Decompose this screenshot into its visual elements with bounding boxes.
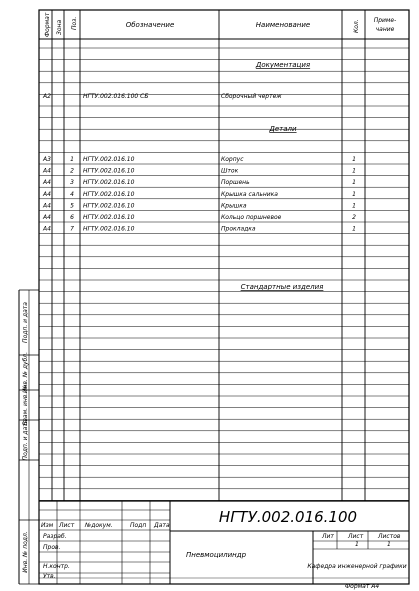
part-row-position: 6	[70, 214, 74, 221]
part-row-qty: 2	[352, 214, 356, 221]
part-row-designation: НГТУ.002.016.10	[83, 167, 135, 175]
side-strip-label: Взам. инв. №	[22, 384, 29, 426]
header-name: Наименование	[255, 21, 311, 29]
tb-organization: Кафедра инженерной графики	[307, 563, 407, 570]
tb-sheet: Лист	[348, 533, 364, 540]
tb-role-develop: Разраб.	[43, 533, 67, 540]
part-row-qty: 1	[352, 225, 356, 233]
part-row-qty: 1	[352, 179, 356, 187]
tb-col-list: Лист	[59, 522, 75, 529]
doc-row-format: A2	[43, 93, 51, 100]
part-row-name: Поршень	[221, 179, 250, 187]
part-row-format: A4	[43, 214, 51, 221]
part-row-name: Корпус	[221, 156, 244, 163]
part-row-position: 1	[70, 156, 74, 163]
tb-col-docnum: №докум.	[85, 522, 113, 529]
part-row-format: A4	[43, 190, 51, 198]
tb-sheet-value: 1	[355, 541, 359, 548]
part-row-position: 7	[70, 225, 74, 233]
part-row-qty: 1	[352, 190, 356, 198]
part-row-format: A4	[43, 179, 51, 187]
part-row-name: Крышка	[221, 202, 247, 210]
part-row-qty: 1	[352, 202, 356, 210]
part-row-qty: 1	[352, 167, 356, 175]
section-documentation: Документация	[255, 61, 311, 69]
part-row-position: 4	[70, 190, 74, 198]
part-row-format: A4	[43, 167, 51, 175]
part-row-designation: НГТУ.002.016.10	[83, 156, 135, 163]
header-zone: Зона	[56, 19, 63, 35]
side-strip-label: Подп. и дата	[22, 302, 29, 343]
part-row-name: Шток	[221, 167, 239, 175]
part-row-designation: НГТУ.002.016.10	[83, 214, 135, 221]
part-row-format: A4	[43, 202, 51, 210]
header-qty: Кол.	[353, 19, 360, 33]
part-row-format: A4	[43, 225, 51, 233]
header-pos: Поз.	[71, 16, 78, 30]
part-row-name: Крышка сальника	[221, 190, 278, 198]
header-note-1: Приме-	[373, 17, 397, 24]
tb-sheets: Листов	[378, 533, 401, 540]
side-strip-label: Инв. № подл.	[22, 531, 29, 573]
doc-row-name: Сборочный чертеж	[221, 93, 282, 100]
header-designation: Обозначение	[125, 21, 175, 29]
side-strip-label: Подп. и дата	[22, 419, 29, 461]
part-row-name: Кольцо поршневое	[221, 214, 282, 221]
header-note-2: чание	[375, 26, 395, 33]
part-row-position: 5	[70, 202, 74, 210]
section-standard: Стандартные изделия	[240, 283, 324, 291]
tb-role-check: Пров.	[43, 544, 61, 551]
part-row-designation: НГТУ.002.016.10	[83, 202, 135, 210]
tb-col-sign: Подп	[130, 522, 147, 529]
doc-row-designation: НГТУ.002.016.100 СБ	[83, 93, 149, 100]
section-parts: Детали	[269, 125, 297, 133]
tb-role-approve: Утв.	[43, 573, 56, 580]
tb-format-label: Формат А4	[345, 583, 380, 590]
tb-sheets-value: 1	[387, 541, 391, 548]
part-row-qty: 1	[352, 156, 356, 163]
title-product-name: Пневмоцилиндр	[186, 551, 247, 559]
tb-col-date: Дата	[154, 522, 170, 529]
tb-col-izm: Изм	[41, 522, 54, 529]
part-row-designation: НГТУ.002.016.10	[83, 179, 135, 187]
tb-lit: Лит	[322, 533, 334, 540]
part-row-name: Прокладка	[221, 225, 256, 233]
title-doc-number: НГТУ.002.016.100	[218, 508, 358, 526]
side-strip-label: Инв. № дубл.	[22, 351, 29, 394]
part-row-designation: НГТУ.002.016.10	[83, 190, 135, 198]
header-format: Формат	[44, 12, 51, 37]
tb-role-ncontrol: Н.контр.	[43, 563, 70, 570]
part-row-designation: НГТУ.002.016.10	[83, 225, 135, 233]
part-row-position: 2	[70, 167, 74, 175]
part-row-position: 3	[70, 179, 74, 187]
part-row-format: A3	[43, 156, 51, 163]
